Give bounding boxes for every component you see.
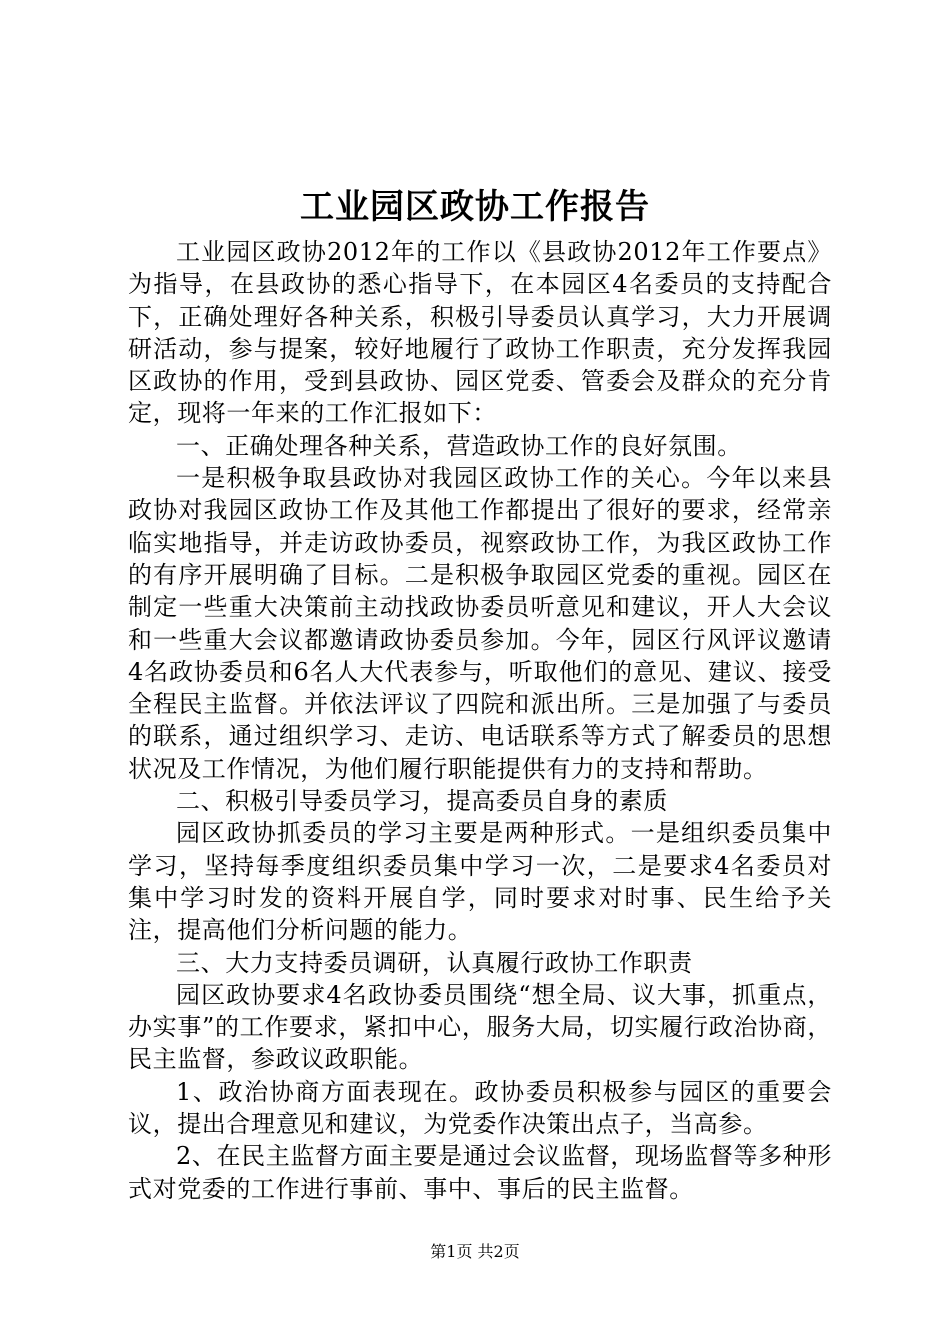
section-heading-3: 三、大力支持委员调研，认真履行政协工作职责 [176, 948, 693, 977]
page-footer: 第1页 共2页 [430, 1242, 520, 1261]
section-heading-2: 二、积极引导委员学习，提高委员自身的素质 [176, 787, 668, 816]
paragraph-section-2: 园区政协抓委员的学习主要是两种形式。一是组织委员集中学习，坚持每季度组织委员集中学习一次，二是要求4名委员对集中学习时发的资料开展自学，同时要求对时事、民生给予关注，提高他们分析问题的能力。 [128, 819, 832, 945]
paragraph-item-2: 2、在民主监督方面主要是通过会议监督，现场监督等多种形式对党委的工作进行事前、事中、事后的民主监督。 [128, 1142, 832, 1203]
paragraph-section-1: 一是积极争取县政协对我园区政协工作的关心。今年以来县政协对我园区政协工作及其他工作都提出了很好的要求，经常亲临实地指导，并走访政协委员，视察政协工作，为我区政协工作的有序开展明确了目标。二是积极争取园区党委的重视。园区在制定一些重大决策前主动找政协委员听意见和建议，开人大会议和一些重大会议都邀请政协委员参加。今年，园区行风评议邀请4名政协委员和6名人大代表参与，听取他们的意见、建议、接受全程民主监督。并依法评议了四院和派出所。三是加强了与委员的联系，通过组织学习、走访、电话联系等方式了解委员的思想状况及工作情况，为他们履行职能提供有力的支持和帮助。 [128, 464, 832, 783]
paragraph-intro: 工业园区政协2012年的工作以《县政协2012年工作要点》为指导，在县政协的悉心指导下，在本园区4名委员的支持配合下，正确处理好各种关系，积极引导委员认真学习，大力开展调研活动，参与提案，较好地履行了政协工作职责，充分发挥我园区政协的作用，受到县政协、园区党委、管委会及群众的充分肯定，现将一年来的工作汇报如下： [128, 238, 832, 428]
document-title: 工业园区政协工作报告 [300, 187, 650, 227]
paragraph-section-3: 园区政协要求4名政协委员围绕“想全局、议大事，抓重点，办实事”的工作要求，紧扣中心，服务大局，切实履行政治协商，民主监督，参政议政职能。 [128, 980, 832, 1074]
section-heading-1: 一、正确处理各种关系，营造政协工作的良好氛围。 [176, 431, 742, 460]
paragraph-item-1: 1、政治协商方面表现在。政协委员积极参与园区的重要会议，提出合理意见和建议，为党委作决策出点子，当高参。 [128, 1077, 832, 1139]
document-body [128, 236, 832, 1205]
